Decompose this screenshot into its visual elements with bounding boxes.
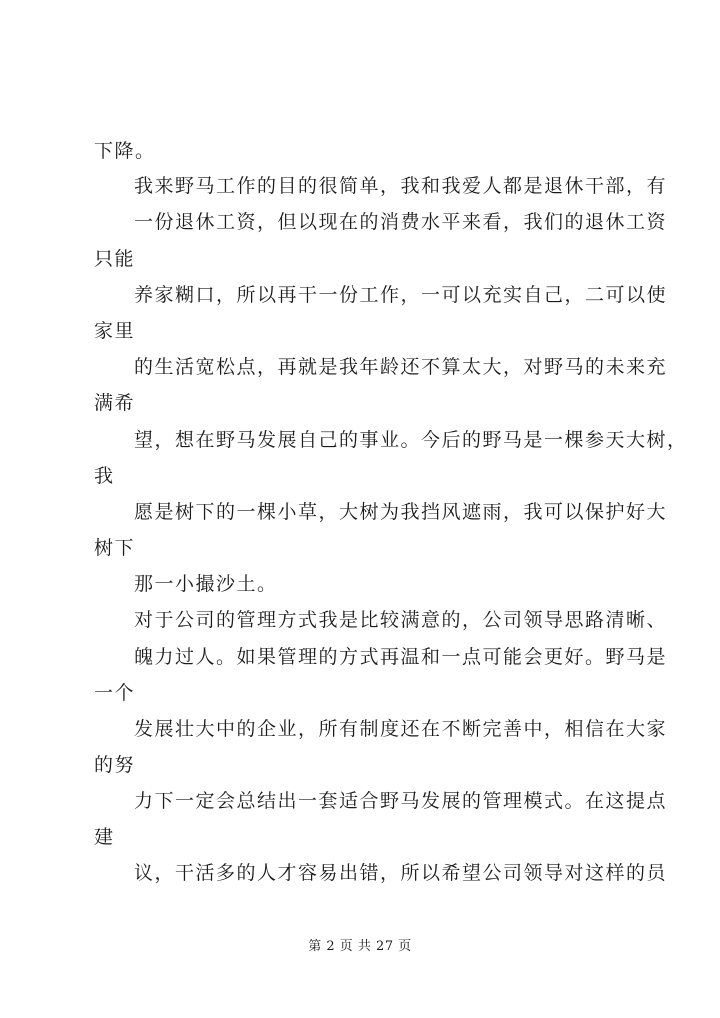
text-line: 一个 [94, 682, 136, 704]
text-line: 那一小撮沙土。 [134, 573, 278, 595]
text-line: 满希 [94, 392, 136, 414]
text-line: 家里 [94, 320, 136, 342]
page-footer: 第 2 页 共 27 页 [308, 939, 412, 954]
text-line: 发展壮大中的企业，所有制度还在不断完善中，相信在大家 [134, 718, 668, 740]
text-line: 一份退休工资，但以现在的消费水平来看，我们的退休工资 [134, 211, 668, 233]
text-line: 对于公司的管理方式我是比较满意的，公司领导思路清晰、 [134, 609, 668, 631]
text-line: 我来野马工作的目的很简单，我和我爱人都是退休干部，有 [134, 175, 668, 197]
text-line: 下降。 [94, 140, 156, 162]
text-line: 树下 [94, 537, 136, 559]
text-line: 建 [94, 826, 115, 848]
text-line: 养家糊口，所以再干一份工作，一可以充实自己，二可以使 [134, 284, 668, 306]
text-line: 的努 [94, 754, 136, 776]
text-line: 望，想在野马发展自己的事业。今后的野马是一棵参天大树， [134, 429, 688, 451]
text-line: 力下一定会总结出一套适合野马发展的管理模式。在这提点 [134, 790, 668, 812]
text-line: 的生活宽松点，再就是我年龄还不算太大，对野马的未来充 [134, 356, 668, 378]
text-line: 魄力过人。如果管理的方式再温和一点可能会更好。野马是 [134, 646, 668, 668]
text-line: 议，干活多的人才容易出错，所以希望公司领导对这样的员 [134, 862, 668, 884]
text-line: 愿是树下的一棵小草，大树为我挡风遮雨，我可以保护好大 [134, 501, 668, 523]
text-line: 我 [94, 465, 115, 487]
text-line: 只能 [94, 248, 136, 270]
